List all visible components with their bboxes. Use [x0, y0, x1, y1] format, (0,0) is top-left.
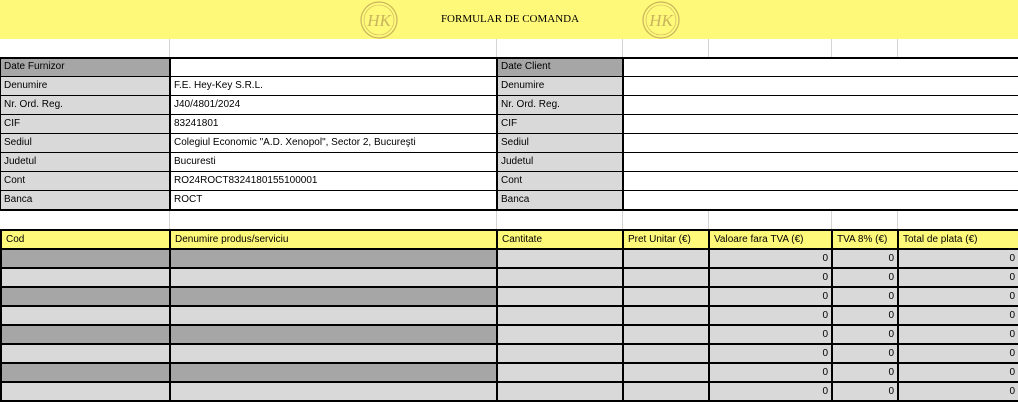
value-excl-vat-cell: 0 — [710, 345, 831, 362]
gridline — [897, 39, 898, 57]
table-border — [0, 190, 1018, 191]
client-value[interactable] — [623, 77, 1018, 95]
gridline — [496, 39, 497, 57]
gridline — [897, 211, 898, 229]
product-code-cell[interactable] — [2, 364, 169, 381]
gridline — [708, 39, 709, 57]
table-border — [0, 171, 1018, 172]
total-cell: 0 — [899, 326, 1018, 343]
table-border — [0, 133, 1018, 134]
quantity-cell[interactable] — [498, 383, 622, 400]
table-border — [0, 229, 2, 402]
unit-price-cell[interactable] — [624, 383, 708, 400]
total-cell: 0 — [899, 307, 1018, 324]
unit-price-cell[interactable] — [624, 250, 708, 267]
supplier-label: Cont — [0, 172, 169, 190]
column-header: Pret Unitar (€) — [624, 231, 708, 248]
gridline — [831, 39, 832, 57]
client-label: Cont — [497, 172, 622, 190]
supplier-heading-blank — [169, 58, 496, 76]
total-cell: 0 — [899, 345, 1018, 362]
unit-price-cell[interactable] — [624, 345, 708, 362]
client-value[interactable] — [623, 96, 1018, 114]
table-border — [0, 209, 1018, 211]
product-code-cell[interactable] — [2, 307, 169, 324]
unit-price-cell[interactable] — [624, 307, 708, 324]
client-value[interactable] — [623, 153, 1018, 171]
product-code-cell[interactable] — [2, 250, 169, 267]
client-label: Nr. Ord. Reg. — [497, 96, 622, 114]
product-name-cell[interactable] — [171, 345, 496, 362]
column-header: Cantitate — [498, 231, 622, 248]
quantity-cell[interactable] — [498, 288, 622, 305]
vat-cell: 0 — [833, 383, 897, 400]
vat-cell: 0 — [833, 288, 897, 305]
product-name-cell[interactable] — [171, 383, 496, 400]
total-cell: 0 — [899, 288, 1018, 305]
table-border — [0, 381, 1018, 383]
column-header: Denumire produs/serviciu — [171, 231, 496, 248]
unit-price-cell[interactable] — [624, 288, 708, 305]
client-value[interactable] — [623, 191, 1018, 209]
client-label: Denumire — [497, 77, 622, 95]
supplier-value[interactable]: Bucuresti — [174, 156, 216, 167]
table-border — [0, 324, 1018, 326]
value-excl-vat-cell: 0 — [710, 288, 831, 305]
table-border — [0, 248, 1018, 250]
table-border — [0, 286, 1018, 288]
supplier-value[interactable]: ROCT — [174, 194, 203, 205]
vat-cell: 0 — [833, 307, 897, 324]
client-value[interactable] — [623, 134, 1018, 152]
logo-text: HK — [367, 11, 391, 30]
gridline — [622, 39, 623, 57]
client-label: Sediul — [497, 134, 622, 152]
vat-cell: 0 — [833, 345, 897, 362]
product-name-cell[interactable] — [171, 288, 496, 305]
supplier-value[interactable]: J40/4801/2024 — [174, 99, 241, 110]
supplier-heading: Date Furnizor — [0, 58, 169, 76]
table-border — [0, 400, 1018, 402]
value-excl-vat-cell: 0 — [710, 307, 831, 324]
table-border — [0, 95, 1018, 96]
client-label: Judetul — [497, 153, 622, 171]
client-label: Banca — [497, 191, 622, 209]
total-cell: 0 — [899, 250, 1018, 267]
quantity-cell[interactable] — [498, 250, 622, 267]
column-header: TVA 8% (€) — [833, 231, 897, 248]
table-border — [0, 362, 1018, 364]
product-code-cell[interactable] — [2, 269, 169, 286]
gridline — [622, 211, 623, 229]
client-value[interactable] — [623, 115, 1018, 133]
supplier-label: Judetul — [0, 153, 169, 171]
table-border — [496, 57, 498, 211]
unit-price-cell[interactable] — [624, 364, 708, 381]
table-border — [831, 229, 833, 402]
vat-cell: 0 — [833, 269, 897, 286]
product-name-cell[interactable] — [171, 307, 496, 324]
form-title: FORMULAR DE COMANDA — [440, 13, 580, 25]
company-logo-right — [640, 1, 682, 39]
value-excl-vat-cell: 0 — [710, 269, 831, 286]
column-header: Cod — [2, 231, 169, 248]
total-cell: 0 — [899, 364, 1018, 381]
product-name-cell[interactable] — [171, 269, 496, 286]
table-border — [622, 57, 624, 211]
gridline — [496, 211, 497, 229]
value-excl-vat-cell: 0 — [710, 383, 831, 400]
table-border — [169, 57, 171, 211]
supplier-label: Nr. Ord. Reg. — [0, 96, 169, 114]
column-header: Total de plata (€) — [899, 231, 1018, 248]
table-border — [0, 57, 1018, 59]
table-border — [0, 76, 1018, 77]
client-heading: Date Client — [497, 58, 622, 76]
vat-cell: 0 — [833, 326, 897, 343]
product-code-cell[interactable] — [2, 288, 169, 305]
supplier-value[interactable]: F.E. Hey-Key S.R.L. — [174, 80, 263, 91]
table-border — [0, 305, 1018, 307]
table-border — [496, 229, 498, 402]
unit-price-cell[interactable] — [624, 269, 708, 286]
company-logo-left — [358, 1, 400, 39]
supplier-label: Denumire — [0, 77, 169, 95]
quantity-cell[interactable] — [498, 364, 622, 381]
client-value[interactable] — [623, 172, 1018, 190]
gridline — [708, 211, 709, 229]
product-name-cell[interactable] — [171, 250, 496, 267]
table-border — [0, 343, 1018, 345]
value-excl-vat-cell: 0 — [710, 326, 831, 343]
gridline — [169, 39, 170, 57]
gridline — [831, 211, 832, 229]
table-border — [0, 229, 1018, 231]
client-label: CIF — [497, 115, 622, 133]
gridline — [169, 211, 170, 229]
logo-text: HK — [649, 11, 673, 30]
table-border — [622, 229, 624, 402]
total-cell: 0 — [899, 269, 1018, 286]
supplier-value[interactable]: RO24ROCT8324180155100001 — [174, 175, 318, 186]
supplier-value[interactable]: Colegiul Economic "A.D. Xenopol", Sector 2, Bucureşti — [174, 137, 416, 148]
quantity-cell[interactable] — [498, 307, 622, 324]
total-cell: 0 — [899, 383, 1018, 400]
supplier-value[interactable]: 83241801 — [174, 118, 219, 129]
table-border — [0, 152, 1018, 153]
table-border — [708, 229, 710, 402]
quantity-cell[interactable] — [498, 269, 622, 286]
supplier-label: Sediul — [0, 134, 169, 152]
quantity-cell[interactable] — [498, 345, 622, 362]
vat-cell: 0 — [833, 250, 897, 267]
product-code-cell[interactable] — [2, 326, 169, 343]
unit-price-cell[interactable] — [624, 326, 708, 343]
column-header: Valoare fara TVA (€) — [710, 231, 831, 248]
table-border — [169, 229, 171, 402]
supplier-label: CIF — [0, 115, 169, 133]
product-code-cell[interactable] — [2, 345, 169, 362]
value-excl-vat-cell: 0 — [710, 364, 831, 381]
product-name-cell[interactable] — [171, 326, 496, 343]
product-code-cell[interactable] — [2, 383, 169, 400]
table-border — [0, 57, 1, 211]
product-name-cell[interactable] — [171, 364, 496, 381]
table-border — [0, 267, 1018, 269]
table-border — [0, 114, 1018, 115]
value-excl-vat-cell: 0 — [710, 250, 831, 267]
supplier-label: Banca — [0, 191, 169, 209]
quantity-cell[interactable] — [498, 326, 622, 343]
vat-cell: 0 — [833, 364, 897, 381]
table-border — [897, 229, 899, 402]
